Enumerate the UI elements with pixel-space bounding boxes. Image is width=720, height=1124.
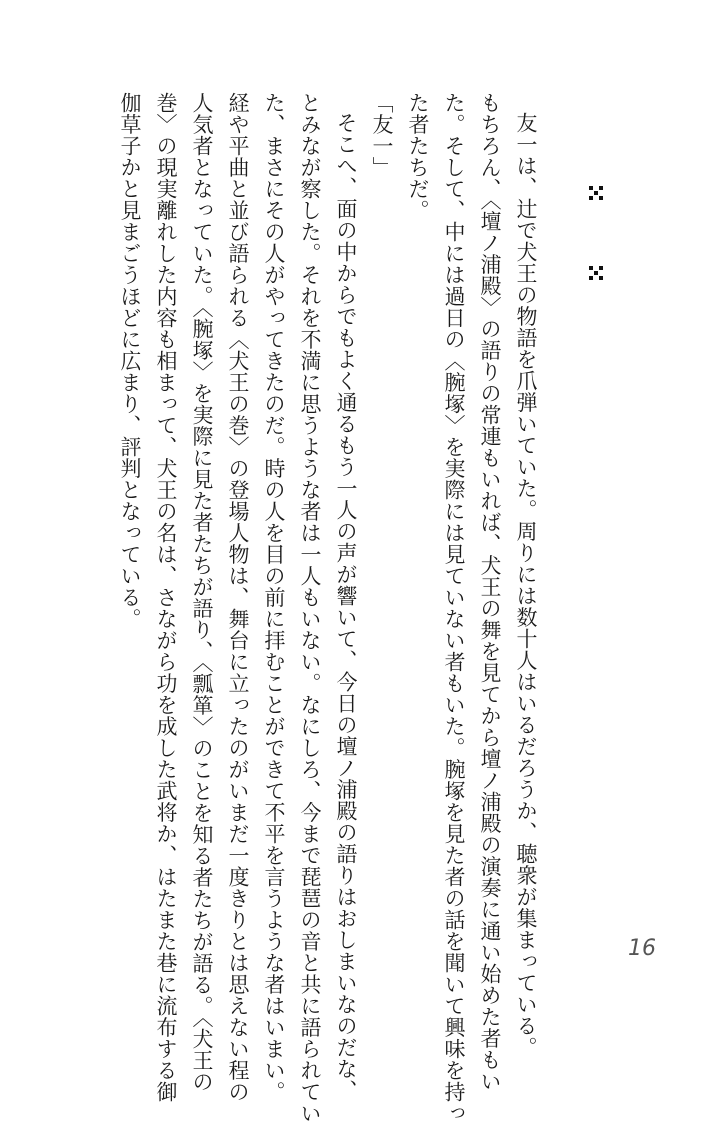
text-line-7: とみなが察した。それを不満に思うような者は一人もいない。なにしろ、今まで琵琶の音と共に語られてい — [298, 92, 322, 1124]
text-line-4: た者たちだ。 — [406, 92, 430, 221]
text-line-11: 巻〉の現実離れした内容も相まって、犬王の名は、さながら功を成した武将か、はたまた巷に流布する御 — [154, 92, 178, 1103]
text-line-10: 人気者となっていた。〈腕塚〉を実際に見た者たちが語り、〈瓢箪〉のことを知る者たちが語る。〈犬王の — [190, 92, 214, 1093]
dialogue-line: 「友一」 — [370, 92, 394, 178]
text-line-6: そこへ、面の中からでもよく通るもう一人の声が響いて、今日の壇ノ浦殿の語りはおしまいなのだな、 — [334, 112, 358, 1101]
text-line-3: た。そして、中には過日の〈腕塚〉を実際には見ていない者もいた。腕塚を見た者の話を聞いて興味を持っ — [442, 92, 466, 1124]
text-line-8: た、まさにその人がやってきたのだ。時の人を目の前に拝むことができて不平を言うような者はいまい。 — [262, 92, 286, 1103]
text-line-9: 経や平曲と並び語られる〈犬王の巻〉の登場人物は、舞台に立ったのがいまだ一度きりとは思えない程の — [226, 92, 250, 1103]
text-line-1: 友一は、辻で犬王の物語を爪弾いていた。周りには数十人はいるだろうか、聴衆が集まっている。 — [514, 112, 538, 1058]
text-line-12: 伽草子かと見まごうほどに広まり、評判となっている。 — [118, 92, 142, 630]
text-line-2: もちろん、〈壇ノ浦殿〉の語りの常連もいれば、犬王の舞を見てから壇ノ浦殿の演奏に通い始めた者もい — [478, 92, 502, 1092]
page-number: 16 — [628, 936, 656, 961]
section-ornament-icon — [589, 186, 603, 200]
section-ornament-icon — [589, 266, 603, 280]
